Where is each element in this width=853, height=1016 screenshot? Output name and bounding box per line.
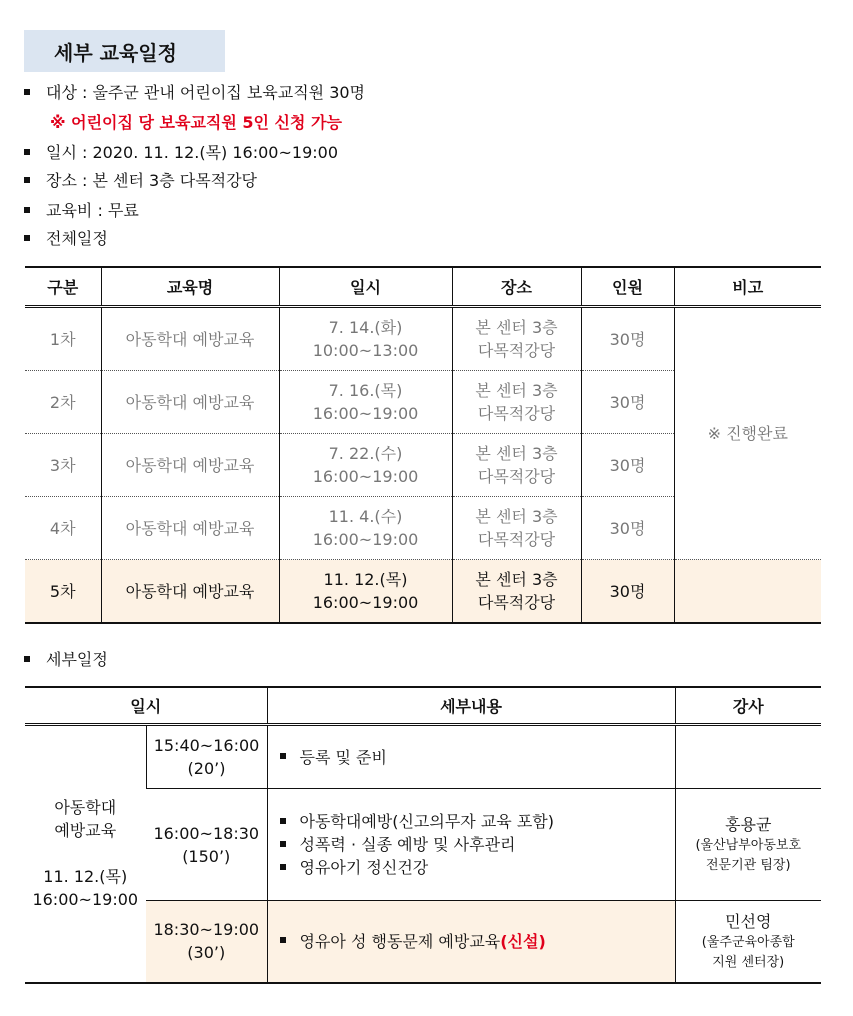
cell-date: 7. 14.(화) 10:00~13:00 (279, 307, 452, 371)
cell-people: 30명 (581, 371, 674, 434)
header-name: 교육명 (101, 267, 279, 307)
info-datetime: 일시 : 2020. 11. 12.(목) 16:00~19:00 (24, 143, 338, 163)
detail-heading: 세부일정 (24, 650, 108, 670)
cell-place: 본 센터 3층 다목적강당 (452, 560, 581, 624)
info-place: 장소 : 본 센터 3층 다목적강당 (24, 171, 257, 191)
bullet-icon (280, 937, 286, 943)
bullet-icon (280, 818, 286, 824)
table-row-current (25, 560, 821, 624)
cell-remark-empty (674, 560, 821, 624)
cell-people: 30명 (581, 434, 674, 497)
cell-name: 아동학대 예방교육 (101, 560, 279, 624)
cell-place: 본 센터 3층 다목적강당 (452, 434, 581, 497)
table-header-row (25, 687, 821, 725)
header-datetime: 일시 (25, 687, 267, 725)
cell-people: 30명 (581, 560, 674, 624)
cell-round: 4차 (49, 518, 76, 538)
overall-schedule-table (25, 266, 821, 624)
bullet-icon (24, 235, 30, 241)
cell-remark: ※ 진행완료 (674, 307, 821, 560)
cell-round: 5차 (25, 560, 101, 624)
cell-date: 7. 16.(목) 16:00~19:00 (279, 371, 452, 434)
cell-lecturer (675, 725, 821, 789)
cell-name: 아동학대 예방교육 (101, 371, 279, 434)
bullet-icon (280, 753, 286, 759)
list-item: 성폭력 · 실종 예방 및 사후관리 (280, 833, 674, 856)
bullet-icon (280, 841, 286, 847)
cell-round: 1차 (49, 329, 76, 349)
session-cell: 아동학대 예방교육 11. 12.(목) 16:00~19:00 (32, 798, 139, 910)
cell-place: 본 센터 3층 다목적강당 (452, 307, 581, 371)
cell-name: 아동학대 예방교육 (101, 434, 279, 497)
cell-place: 본 센터 3층 다목적강당 (452, 497, 581, 560)
bullet-icon (24, 89, 30, 95)
cell-time: 15:40~16:00 (20’) (146, 725, 267, 789)
cell-lecturer: 민선영 (울주군육아종합 지원 센터장) (675, 901, 821, 983)
cell-time: 18:30~19:00 (30’) (146, 901, 267, 983)
cell-people: 30명 (581, 307, 674, 371)
cell-people: 30명 (581, 497, 674, 560)
cell-date: 11. 4.(수) 16:00~19:00 (279, 497, 452, 560)
bullet-icon (280, 864, 286, 870)
list-item: 아동학대예방(신고의무자 교육 포함) (280, 810, 674, 833)
header-remark: 비고 (674, 267, 821, 307)
page-title: 세부 교육일정 (24, 30, 225, 72)
cell-time: 16:00~18:30 (150’) (153, 823, 260, 866)
cell-round: 3차 (49, 455, 76, 475)
header-place: 장소 (452, 267, 581, 307)
info-note: ※ 어린이집 당 보육교직원 5인 신청 가능 (50, 113, 342, 132)
header-date: 일시 (279, 267, 452, 307)
bullet-icon (24, 177, 30, 183)
list-item: 영유아 성 행동문제 예방교육(신설) (280, 930, 674, 953)
info-fee: 교육비 : 무료 (24, 201, 139, 221)
bullet-icon (24, 207, 30, 213)
detail-schedule-table (25, 686, 821, 984)
cell-name: 아동학대 예방교육 (101, 497, 279, 560)
header-round: 구분 (25, 267, 101, 307)
cell-content (267, 725, 675, 789)
list-item: 영유아기 정신건강 (280, 856, 674, 879)
info-target: 대상 : 울주군 관내 어린이집 보육교직원 30명 (24, 83, 365, 103)
cell-content (267, 901, 675, 983)
cell-content (267, 789, 675, 901)
cell-date: 7. 22.(수) 16:00~19:00 (279, 434, 452, 497)
table-header-row (25, 267, 821, 307)
cell-place: 본 센터 3층 다목적강당 (452, 371, 581, 434)
cell-round: 2차 (49, 392, 76, 412)
info-overall: 전체일정 (24, 229, 108, 249)
new-tag: (신설) (500, 931, 546, 951)
header-lecturer: 강사 (675, 687, 821, 725)
list-item: 등록 및 준비 (280, 746, 674, 769)
bullet-icon (24, 149, 30, 155)
bullet-icon (24, 656, 30, 662)
table-row (25, 307, 821, 371)
cell-lecturer: 홍용균 (울산남부아동보호 전문기관 팀장) (675, 789, 821, 901)
header-content: 세부내용 (267, 687, 675, 725)
cell-date: 11. 12.(목) 16:00~19:00 (279, 560, 452, 624)
cell-name: 아동학대 예방교육 (101, 307, 279, 371)
table-row (25, 725, 821, 789)
header-people: 인원 (581, 267, 674, 307)
